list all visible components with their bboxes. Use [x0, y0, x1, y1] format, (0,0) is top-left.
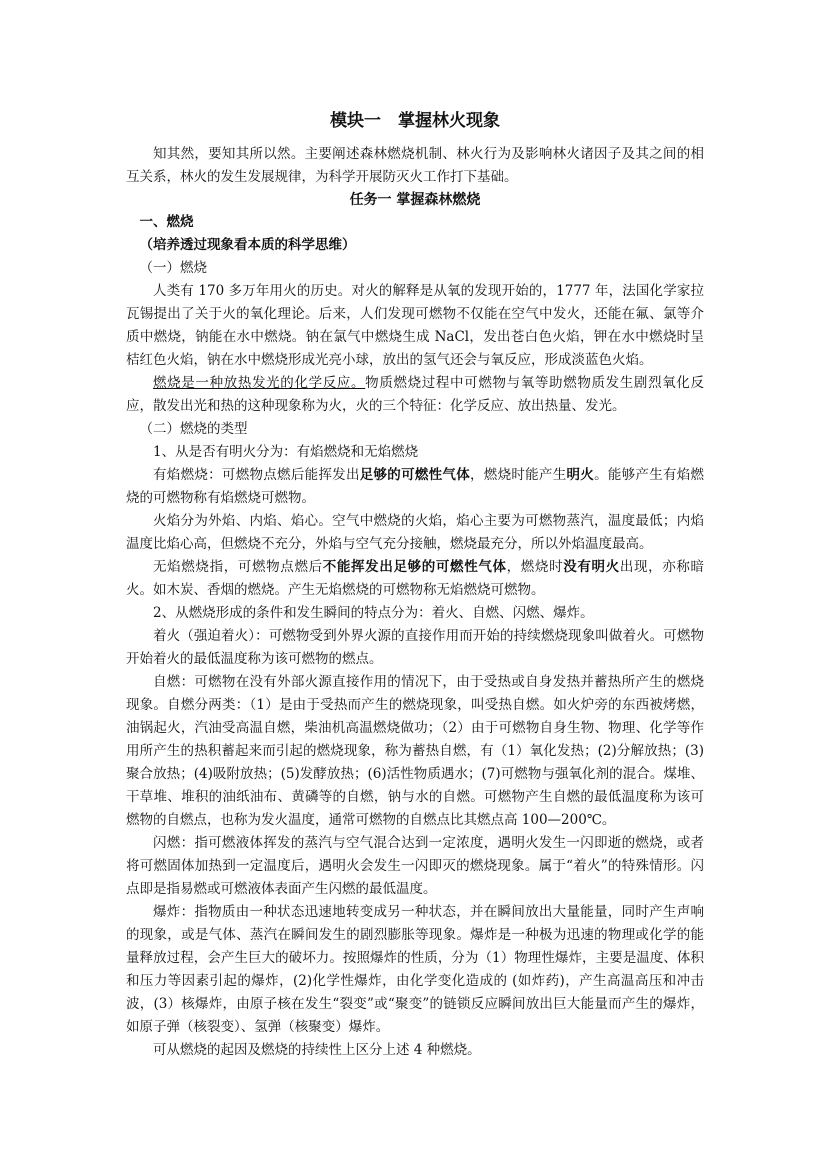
- bold-span: 足够的可燃性气体: [359, 467, 470, 483]
- paragraph-explosion: 爆炸：指物质由一种状态迅速地转变成另一种状态，并在瞬间放出大量能量，同时产生声响的现象，或是气体、蒸汽在瞬间发生的剧烈膨胀等现象。爆炸是一种极为迅速的物理或化学的能量释放过程，会产生巨大的破坏力。按照爆炸的性质，分为（1）物理性爆炸，主要是温度、体积和压力等因素引起的爆炸，(2)化学性爆炸，由化学变化造成的 (如炸药)，产生高温高压和冲击波，(3）核爆炸，由原子核在发生“裂变”或“聚变”的链锁反应瞬间放出巨大能量而产生的爆炸，如原子弹（核裂变）、氢弹（核聚变）爆炸。: [126, 904, 704, 1035]
- section-heading: 一、燃烧: [139, 214, 194, 230]
- definition-underlined: 燃烧是一种放热发光的化学反应。: [153, 375, 366, 391]
- paragraph-history: 人类有 170 多万年用火的历史。对火的解释是从氧的发现开始的，1777 年，法国化学家拉瓦锡提出了关于火的氧化理论。后来，人们发现可燃物不仅能在空气中发火，还能在氟、氯等介质中燃烧，钠能在水中燃烧。钠在氯气中燃烧生成 NaCl，发出苍白色火焰，钾在水中燃烧时呈桔红色火焰，钠在水中燃烧形成光亮小球，放出的氢气还会与氧反应，形成淡蓝色火焰。: [126, 283, 704, 368]
- subsection-types: （二）燃烧的类型: [139, 421, 248, 437]
- paragraph-flameless: [126, 556, 704, 602]
- paragraph-flaming: [126, 464, 704, 510]
- list-item-1: 1、从是否有明火分为：有焰燃烧和无焰燃烧: [153, 444, 419, 460]
- paragraph-summary: 可从燃烧的起因及燃烧的持续性上区分上述 4 种燃烧。: [153, 1042, 481, 1058]
- paragraph-ignition: 着火（强迫着火）：可燃物受到外界火源的直接作用而开始的持续燃烧现象叫做着火。可燃物开始着火的最低温度称为该可燃物的燃点。: [126, 628, 704, 667]
- module-title: 模块一 掌握林火现象: [330, 111, 500, 131]
- bold-span: 没有明火: [563, 559, 620, 575]
- text-span: 有焰燃烧：可燃物点燃后能挥发出: [153, 467, 360, 483]
- list-item-2: 2、从燃烧形成的条件和发生瞬间的特点分为：着火、自燃、闪燃、爆炸。: [153, 605, 594, 621]
- definition-rest: 物质燃烧过程中可燃物与氧等助燃物质发生剧烈氧化反应，散发出光和热的这种现象称为火，火的三个特征：化学反应、放出热量、发光。: [126, 375, 705, 414]
- document-page: [126, 108, 704, 1062]
- text-span: 出现，亦称暗火。如木炭、香烟的燃烧。产生无焰燃烧的可燃物称无焰燃烧可燃物。: [126, 559, 705, 598]
- module-intro: 知其然，要知其所以然。主要阐述森林燃烧机制、林火行为及影响林火诸因子及其之间的相互关系，林火的发生发展规律，为科学开展防灭火工作打下基础。: [126, 146, 704, 185]
- task-title: 任务一 掌握森林燃烧: [349, 192, 481, 208]
- section-goal: （培养透过现象看本质的科学思维）: [139, 237, 356, 253]
- text-span: 。能够产生有焰燃烧的可燃物称有焰燃烧可燃物。: [126, 467, 705, 506]
- bold-span: 不能挥发出足够的可燃性气体: [322, 559, 507, 575]
- paragraph-flame-parts: 火焰分为外焰、内焰、焰心。空气中燃烧的火焰，焰心主要为可燃物蒸汽，温度最低；内焰温度比焰心高，但燃烧不充分，外焰与空气充分接触，燃烧最充分，所以外焰温度最高。: [126, 513, 704, 552]
- text-span: 无焰燃烧指，可燃物点燃后: [153, 559, 323, 575]
- text-span: ，燃烧时: [506, 559, 564, 575]
- paragraph-definition: [126, 372, 704, 418]
- text-span: ，燃烧时能产生: [470, 467, 567, 483]
- paragraph-flash: 闪燃：指可燃液体挥发的蒸汽与空气混合达到一定浓度，遇明火发生一闪即逝的燃烧，或者将可燃固体加热到一定温度后，遇明火会发生一闪即灭的燃烧现象。属于“着火”的特殊情形。闪点即是指易燃或可燃液体表面产生闪燃的最低温度。: [126, 835, 704, 897]
- paragraph-autoignition: 自燃：可燃物在没有外部火源直接作用的情况下，由于受热或自身发热并蓄热所产生的燃烧现象。自燃分两类：（1）是由于受热而产生的燃烧现象，叫受热自燃。如火炉旁的东西被烤燃，油锅起火，汽油受高温自燃，柴油机高温燃烧做功；（2）由于可燃物自身生物、物理、化学等作用所产生的热积蓄起来而引起的燃烧现象，称为蓄热自燃，有（1）氧化发热；(2)分解放热；(3)聚合放热；(4)吸附放热；(5)发酵放热；(6)活性物质遇水；(7)可燃物与强氧化剂的混合。煤堆、干草堆、堆积的油纸油布、黄磷等的自燃，钠与水的自燃。可燃物产生自燃的最低温度称为该可燃物的自燃点，也称为发火温度，通常可燃物的自燃点比其燃点高 100—200℃。: [126, 674, 704, 828]
- subsection-combustion: （一）燃烧: [139, 260, 207, 276]
- bold-span: 明火: [566, 467, 595, 483]
